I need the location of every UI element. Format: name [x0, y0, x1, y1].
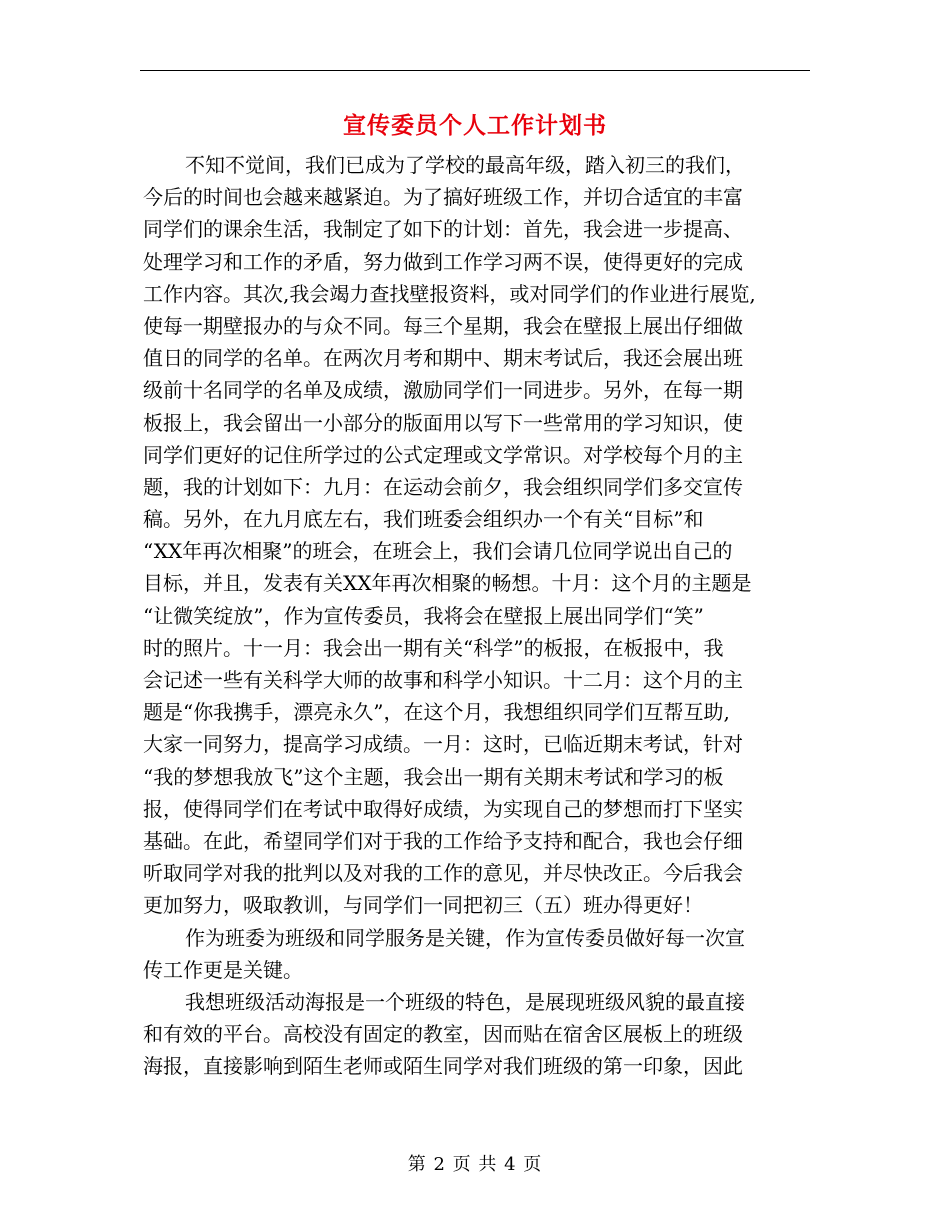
- document-body: [143, 149, 810, 1082]
- text-line: 同学们更好的记住所学过的公式定理或文学常识。对学校每个月的主: [143, 442, 743, 467]
- text-line: 值日的同学的名单。在两次月考和期中、期末考试后，我还会展出班: [143, 346, 743, 371]
- text-line: 题是“你我携手，漂亮永久”，在这个月，我想组织同学们互帮互助,: [143, 700, 730, 725]
- text-line: 时的照片。十一月：我会出一期有关“科学”的板报，在板报中，我: [143, 635, 724, 660]
- text-line: 我想班级活动海报是一个班级的特色，是展现班级风貌的最直接: [185, 989, 745, 1014]
- text-line: “让微笑绽放”，作为宣传委员，我将会在壁报上展出同学们“笑”: [143, 603, 704, 628]
- text-line: 会记述一些有关科学大师的故事和科学小知识。十二月：这个月的主: [143, 668, 743, 692]
- text-line: 作为班委为班级和同学服务是关键，作为宣传委员做好每一次宣: [185, 925, 745, 950]
- text-line: 今后的时间也会越来越紧迫。为了搞好班级工作，并切合适宜的丰富: [143, 185, 743, 210]
- text-line: 传工作更是关键。: [143, 957, 303, 982]
- text-line: 和有效的平台。高校没有固定的教室，因而贴在宿舍区展板上的班级: [143, 1022, 743, 1047]
- text-line: 更加努力，吸取教训，与同学们一同把初三（五）班办得更好！: [143, 893, 703, 918]
- page-footer: 第 2 页 共 4 页: [407, 1154, 543, 1175]
- text-line: 级前十名同学的名单及成绩，激励同学们一同进步。另外，在每一期: [143, 378, 743, 403]
- text-line: 目标，并且，发表有关XX年再次相聚的畅想。十月：这个月的主题是: [143, 571, 752, 596]
- text-line: 不知不觉间，我们已成为了学校的最高年级，踏入初三的我们，: [185, 153, 745, 177]
- text-line: 板报上，我会留出一小部分的版面用以写下一些常用的学习知识，使: [143, 410, 743, 435]
- text-line: 稿。另外，在九月底左右，我们班委会组织办一个有关“目标”和: [143, 507, 704, 532]
- text-line: 使每一期壁报办的与众不同。每三个星期，我会在壁报上展出仔细做: [143, 313, 743, 338]
- header-rule: [140, 70, 810, 71]
- text-line: “XX年再次相聚”的班会，在班会上，我们会请几位同学说出自己的: [143, 539, 733, 564]
- text-line: 同学们的课余生活，我制定了如下的计划：首先，我会进一步提高、: [143, 217, 743, 242]
- text-line: 工作内容。其次,我会竭力查找壁报资料，或对同学们的作业进行展览,: [143, 281, 756, 306]
- text-line: 大家一同努力，提高学习成绩。一月：这时，已临近期末考试，针对: [143, 732, 743, 757]
- document-title: 宣传委员个人工作计划书: [343, 112, 607, 139]
- text-line: 基础。在此，希望同学们对于我的工作给予支持和配合，我也会仔细: [143, 828, 743, 853]
- text-line: 处理学习和工作的矛盾，努力做到工作学习两不误，使得更好的完成: [143, 249, 743, 274]
- text-line: 报，使得同学们在考试中取得好成绩，为实现自己的梦想而打下坚实: [143, 796, 743, 821]
- text-line: 听取同学对我的批判以及对我的工作的意见，并尽快改正。今后我会: [143, 861, 743, 886]
- text-line: “我的梦想我放飞”这个主题，我会出一期有关期末考试和学习的板: [143, 764, 724, 789]
- text-line: 海报，直接影响到陌生老师或陌生同学对我们班级的第一印象，因此: [143, 1054, 743, 1079]
- text-line: 题，我的计划如下：九月：在运动会前夕，我会组织同学们多交宣传: [143, 474, 743, 499]
